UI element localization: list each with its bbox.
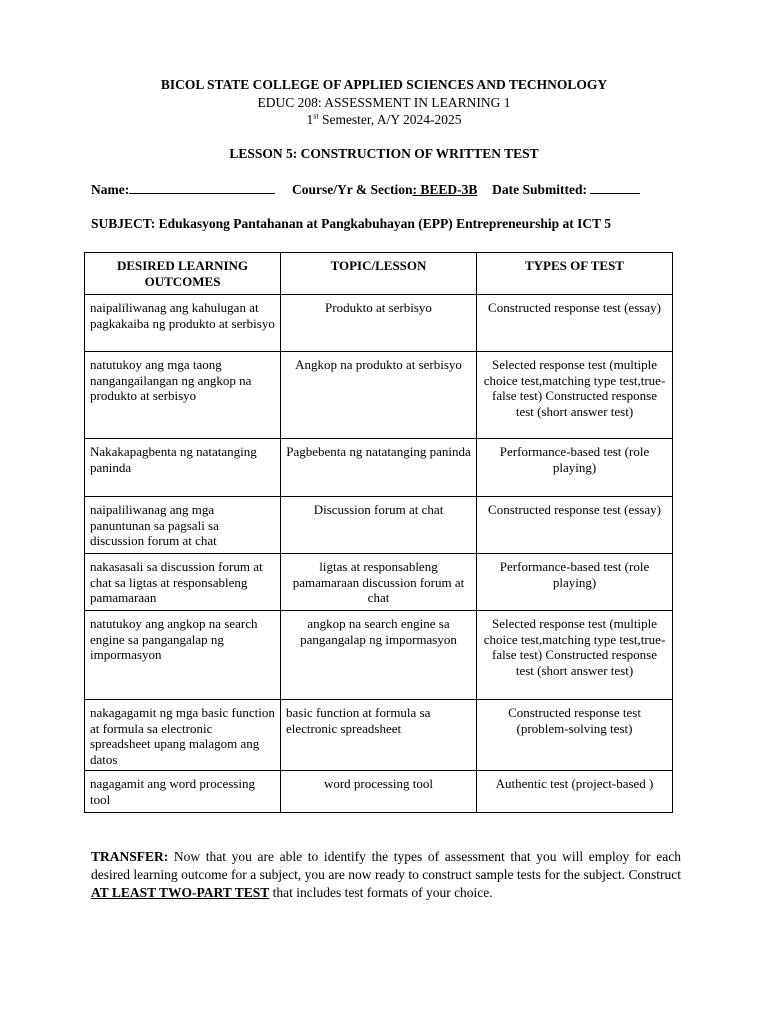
transfer-emphasis: AT LEAST TWO-PART TEST [91, 885, 270, 900]
topic-cell: Angkop na produkto at serbisyo [281, 352, 477, 439]
table-row [85, 497, 673, 554]
table-row [85, 352, 673, 439]
course-section-value: : BEED-3B [412, 182, 478, 197]
topic-cell: ligtas at responsableng pamamaraan discussion forum at chat [281, 554, 477, 611]
test-type-cell: Selected response test (multiple choice test,matching type test,true-false test) Constructed response test (short answer test) [477, 611, 673, 700]
topic-cell: Produkto at serbisyo [281, 295, 477, 352]
test-type-cell: Constructed response test (problem-solving test) [477, 700, 673, 771]
outcome-cell: natutukoy ang mga taong nangangailangan ng angkop na produkto at serbisyo [85, 352, 281, 439]
topic-cell: angkop na search engine sa pangangalap ng impormasyon [281, 611, 477, 700]
topic-cell: word processing tool [281, 771, 477, 813]
test-type-cell: Performance-based test (role playing) [477, 554, 673, 611]
topic-cell: Pagbebenta ng natatanging paninda [281, 439, 477, 497]
date-submitted-label: Date Submitted: [492, 182, 587, 197]
header-desired-learning-outcomes: DESIRED LEARNING OUTCOMES [85, 253, 281, 295]
name-label: Name: [91, 182, 130, 197]
institution-name: BICOL STATE COLLEGE OF APPLIED SCIENCES AND TECHNOLOGY [160, 77, 608, 92]
table-row [85, 439, 673, 497]
test-type-cell: Authentic test (project-based ) [477, 771, 673, 813]
date-blank[interactable] [590, 181, 640, 194]
test-type-cell: Performance-based test (role playing) [477, 439, 673, 497]
name-blank[interactable] [129, 181, 275, 194]
table-row [85, 295, 673, 352]
table-row [85, 554, 673, 611]
test-type-cell: Selected response test (multiple choice test,matching type test,true-false test) Constructed response test (short answer test) [477, 352, 673, 439]
subject-line: SUBJECT: Edukasyong Pantahanan at Pangkabuhayan (EPP) Entrepreneurship at ICT 5 [91, 216, 612, 231]
transfer-instructions: TRANSFER: Now that you are able to identify the types of assessment that you will employ for each desired learning outcome for a subject, you are now ready to construct sample tests for the subject. Construct AT LEAST TWO-PART TEST that includes test formats of your choice. [91, 849, 681, 900]
lesson-title: LESSON 5: CONSTRUCTION OF WRITTEN TEST [229, 146, 539, 161]
outcome-cell: Nakakapagbenta ng natatanging paninda [85, 439, 281, 497]
course-title: EDUC 208: ASSESSMENT IN LEARNING 1 [257, 95, 511, 110]
transfer-label: TRANSFER: [91, 849, 169, 864]
table-header-row [85, 253, 673, 295]
course-section-label: Course/Yr & Section [291, 182, 413, 197]
outcome-cell: nakasasali sa discussion forum at chat sa ligtas at responsableng pamamaraan [85, 554, 281, 611]
outcome-cell: nakagagamit ng mga basic function at formula sa electronic spreadsheet upang malagom ang datos [85, 700, 281, 771]
outcome-cell: natutukoy ang angkop na search engine sa pangangalap ng impormasyon [85, 611, 281, 700]
outcomes-table [84, 252, 673, 813]
topic-cell: basic function at formula sa electronic spreadsheet [281, 700, 477, 771]
topic-cell: Discussion forum at chat [281, 497, 477, 554]
table-row [85, 771, 673, 813]
test-type-cell: Constructed response test (essay) [477, 295, 673, 352]
test-type-cell: Constructed response test (essay) [477, 497, 673, 554]
outcome-cell: naipaliliwanag ang mga panuntunan sa pagsali sa discussion forum at chat [85, 497, 281, 554]
table-row [85, 700, 673, 771]
table-row [85, 611, 673, 700]
student-info-line [91, 181, 640, 198]
outcome-cell: nagagamit ang word processing tool [85, 771, 281, 813]
header-types-of-test: TYPES OF TEST [477, 253, 673, 295]
header-topic-lesson: TOPIC/LESSON [281, 253, 477, 295]
semester-line: 1st Semester, A/Y 2024-2025 [306, 111, 462, 127]
outcome-cell: naipaliliwanag ang kahulugan at pagkakaiba ng produkto at serbisyo [85, 295, 281, 352]
